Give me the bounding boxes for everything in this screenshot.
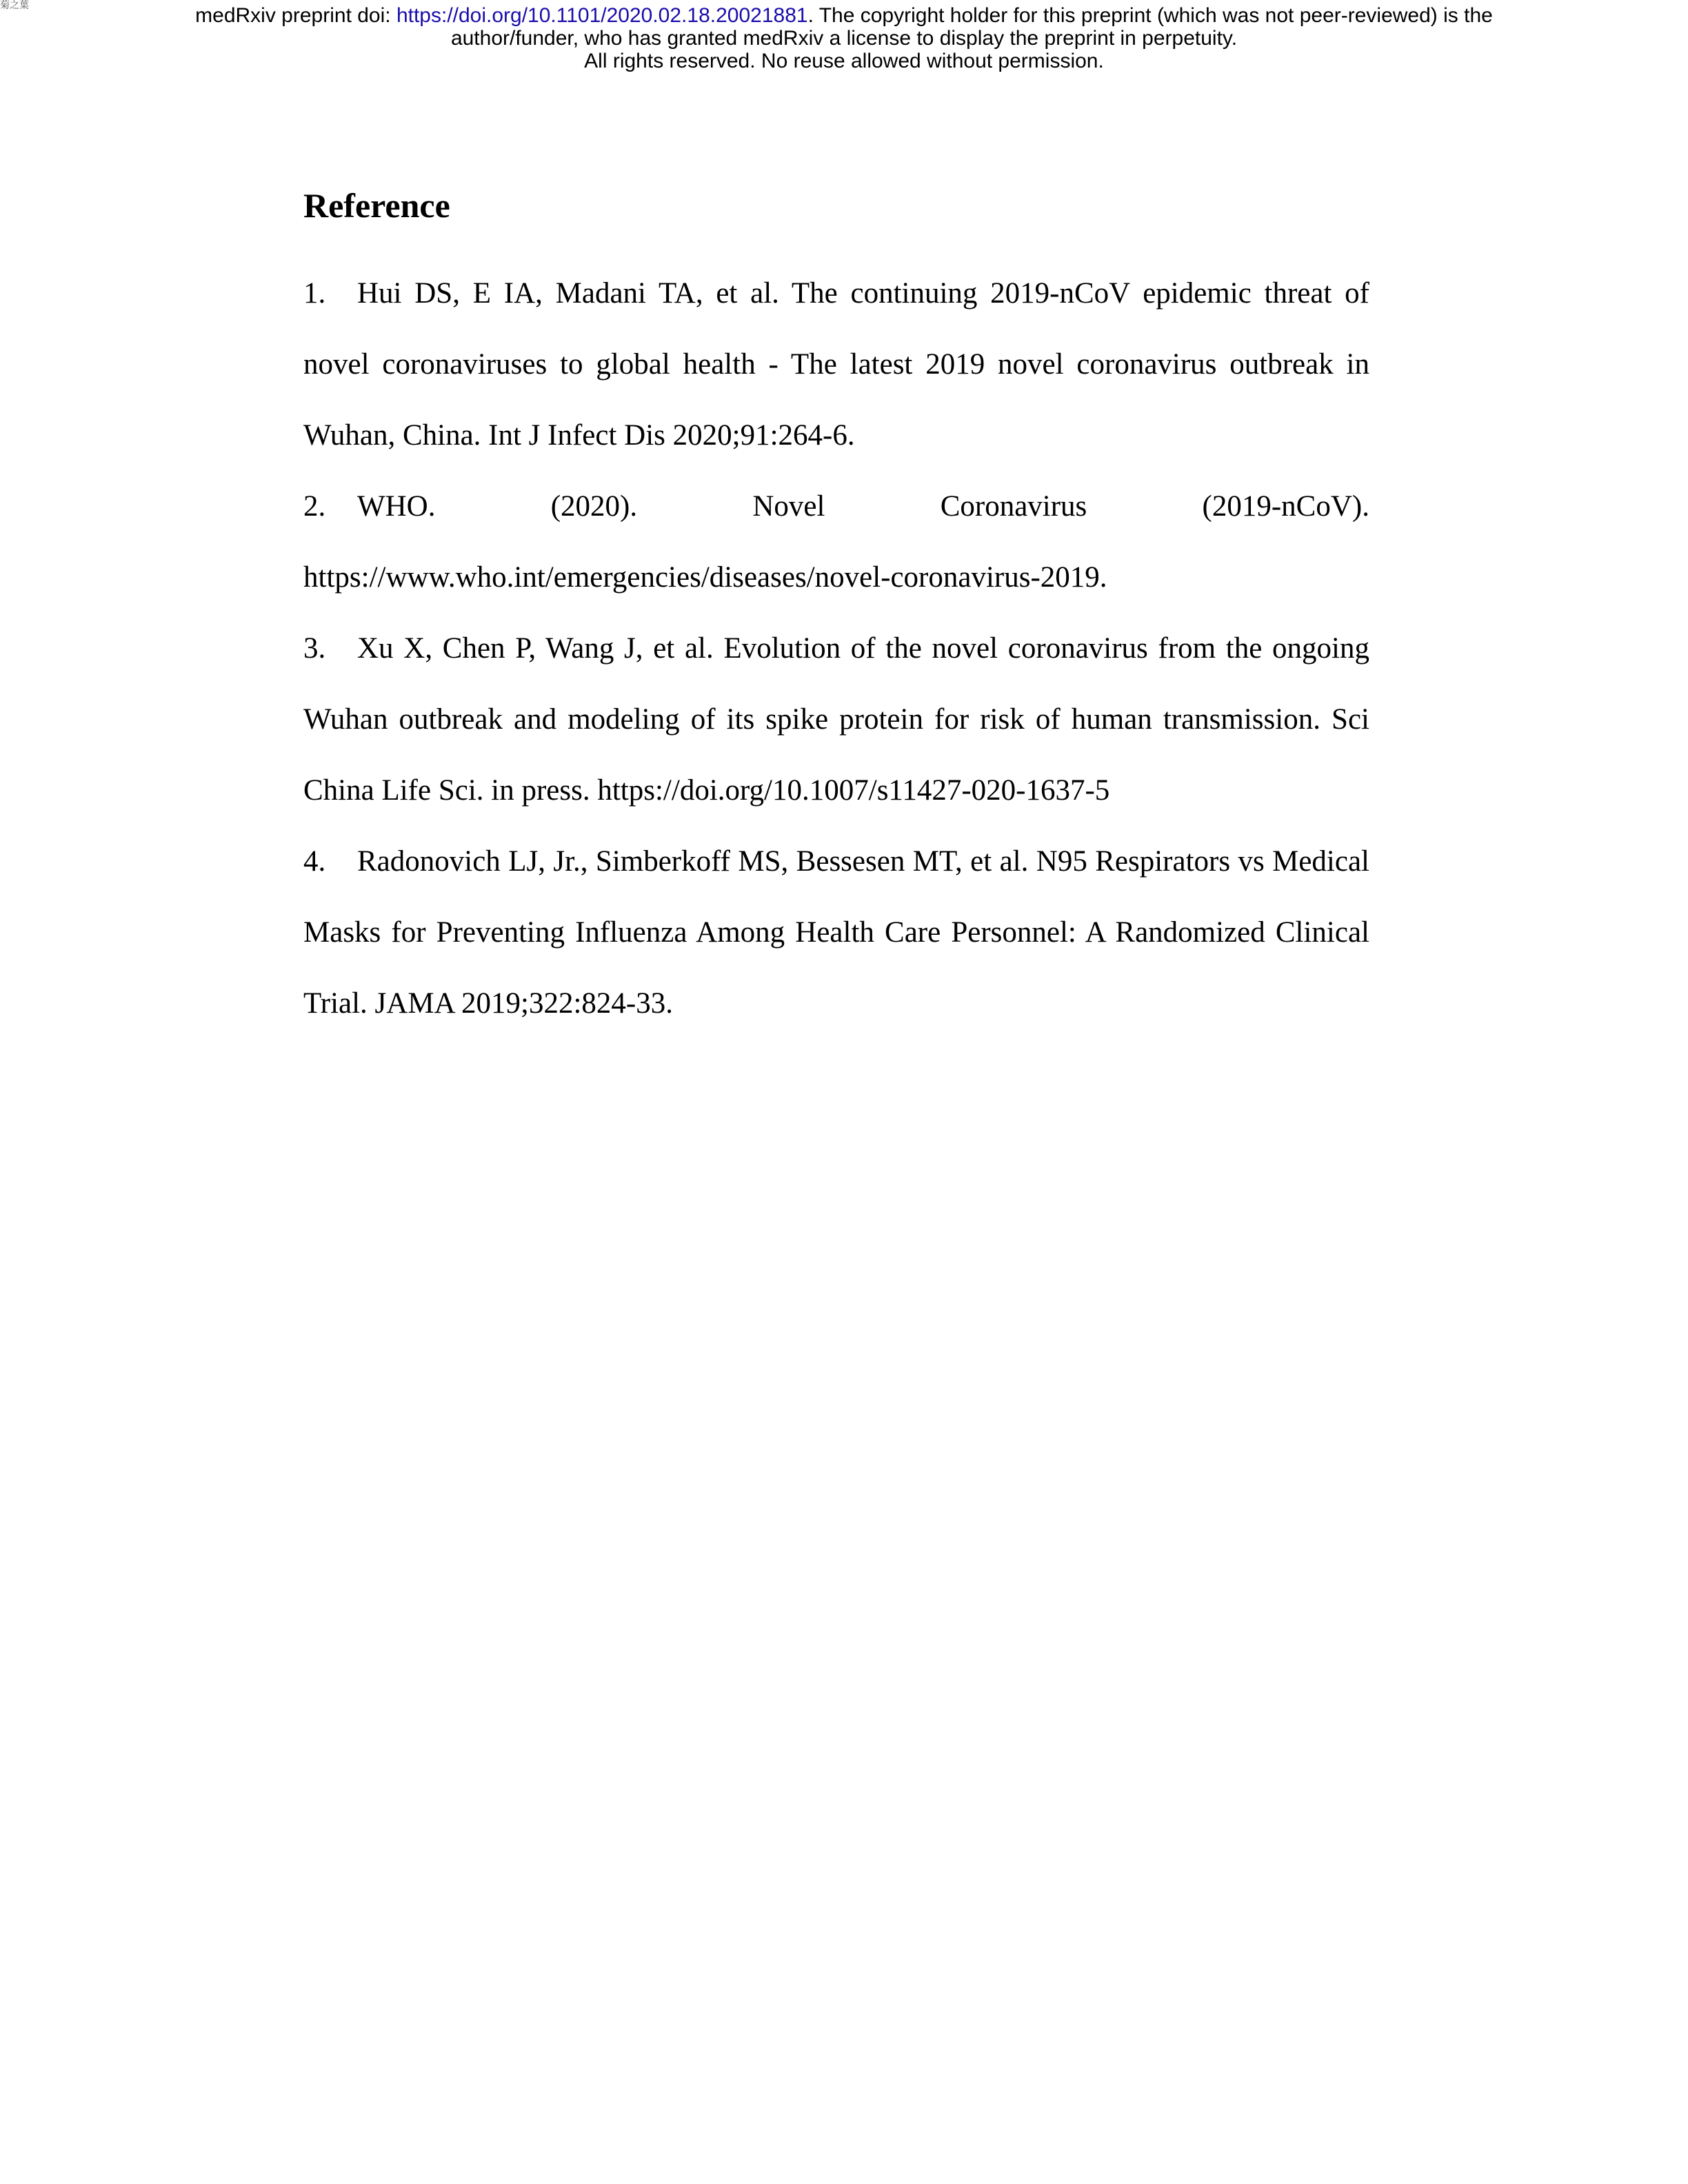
reference-list: [303, 258, 1369, 1039]
header-line-1: [0, 4, 1688, 27]
reference-first-line: [303, 471, 1369, 542]
reference-text: Xu X, Chen P, Wang J, et al. Evolution of the novel coronavirus from the ongoing Wuhan outbreak and modeling of its spike protein for risk of human transmission. Sci China Life Sci. in press. https://doi.org/10.1007/s11427-020-1637-5: [303, 632, 1369, 807]
header-suffix: . The copyright holder for this preprint (which was not peer-reviewed) is the: [807, 4, 1493, 27]
reference-number: 1.: [303, 277, 326, 310]
reference-number: 4.: [303, 845, 326, 878]
reference-part: (2020).: [550, 490, 638, 523]
doi-link[interactable]: https://doi.org/10.1101/2020.02.18.20021881: [396, 4, 808, 27]
header-line-3: All rights reserved. No reuse allowed without permission.: [584, 50, 1104, 72]
reference-text: Radonovich LJ, Jr., Simberkoff MS, Bessesen MT, et al. N95 Respirators vs Medical Masks for Preventing Influenza Among Health Care Personnel: A Randomized Clinical Trial. JAMA 2019;322:824-33.: [303, 845, 1369, 1020]
reference-text: Hui DS, E IA, Madani TA, et al. The continuing 2019-nCoV epidemic threat of novel coronaviruses to global health - The latest 2019 novel coronavirus outbreak in Wuhan, China. Int J Infect Dis 2020;91:264-6.: [303, 277, 1369, 452]
reference-item-2: [303, 471, 1369, 613]
reference-item-4: [303, 826, 1369, 1039]
reference-section: [303, 185, 1369, 1039]
header-line-2: author/funder, who has granted medRxiv a license to display the preprint in perpetuity.: [450, 27, 1238, 50]
reference-item-3: [303, 613, 1369, 826]
header-prefix: medRxiv preprint doi:: [195, 4, 396, 27]
reference-part: WHO.: [357, 490, 436, 523]
reference-number: 3.: [303, 632, 326, 665]
reference-part: Novel: [752, 490, 825, 523]
reference-item-1: [303, 258, 1369, 471]
section-heading: Reference: [303, 186, 450, 225]
preprint-header: [0, 4, 1688, 72]
reference-number: 2.: [303, 490, 326, 523]
reference-part: (2019-nCoV).: [1202, 490, 1369, 523]
reference-part: Coronavirus: [940, 490, 1087, 523]
reference-url: https://www.who.int/emergencies/diseases/novel-coronavirus-2019.: [303, 561, 1107, 594]
corner-mark: 菊之葉: [0, 0, 29, 11]
